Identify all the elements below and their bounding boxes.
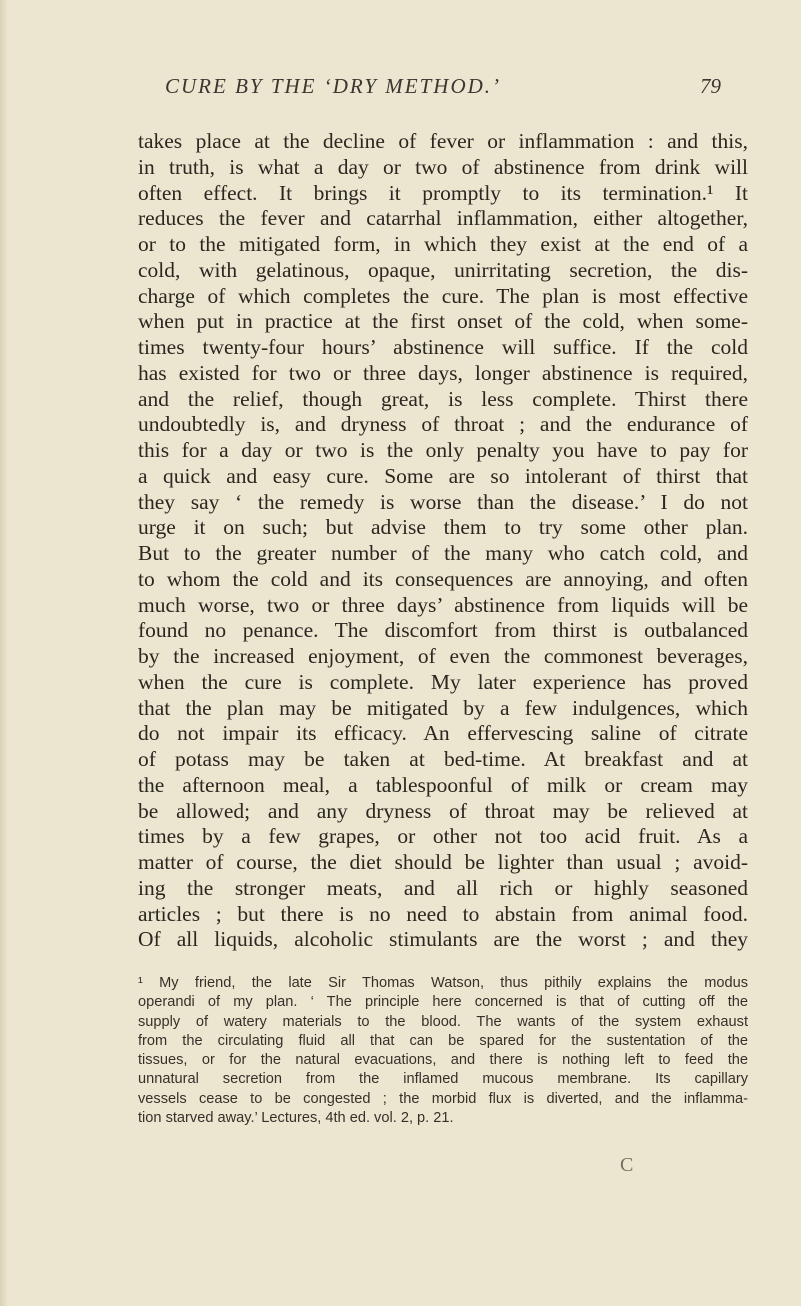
body-text: [138, 129, 748, 953]
body-line: in truth, is what a day or two of abstinence from drink will: [138, 154, 748, 179]
running-title: CURE BY THE ‘DRY METHOD.’: [165, 74, 502, 98]
footnote-line: operandi of my plan. ‘ The principle here concerned is that of cutting off the: [138, 994, 748, 1011]
signature-mark: C: [620, 1154, 634, 1176]
body-line: by the increased enjoyment, of even the commonest beverages,: [138, 644, 748, 668]
body-line: takes place at the decline of fever or inflammation : and this,: [138, 129, 748, 153]
body-line: when put in practice at the first onset of the cold, when some-: [138, 309, 748, 334]
body-line: has existed for two or three days, longer abstinence is required,: [138, 360, 748, 385]
page-edge-shadow: [0, 0, 8, 1306]
body-line: reduces the fever and catarrhal inflammation, either altogether,: [138, 206, 748, 231]
body-line: that the plan may be mitigated by a few indulgences, which: [138, 695, 748, 720]
footnote-line: supply of watery materials to the blood. The wants of the system exhaust: [138, 1013, 748, 1030]
body-line: be allowed; and any dryness of throat may be relieved at: [138, 798, 748, 823]
body-line: articles ; but there is no need to abstain from animal food.: [138, 901, 748, 926]
body-line: Of all liquids, alcoholic stimulants are the worst ; and they: [138, 927, 748, 952]
footnote-line: ¹ My friend, the late Sir Thomas Watson, thus pithily explains the modus: [138, 975, 748, 991]
body-line: or to the mitigated form, in which they exist at the end of a: [138, 232, 748, 256]
body-line: ing the stronger meats, and all rich or highly seasoned: [138, 875, 748, 900]
body-line: matter of course, the diet should be lighter than usual ; avoid-: [138, 850, 748, 874]
footnote: [138, 974, 748, 1128]
footnote-line: unnatural secretion from the inflamed mucous membrane. Its capillary: [138, 1071, 748, 1088]
body-line: a quick and easy cure. Some are so intolerant of thirst that: [138, 463, 748, 488]
body-line: and the relief, though great, is less complete. Thirst there: [138, 386, 748, 411]
page-number: 79: [700, 74, 721, 98]
body-line: But to the greater number of the many who catch cold, and: [138, 541, 748, 565]
body-line: times by a few grapes, or other not too acid fruit. As a: [138, 824, 748, 849]
body-line: of potass may be taken at bed-time. At breakfast and at: [138, 747, 748, 771]
body-line: urge it on such; but advise them to try some other plan.: [138, 515, 748, 540]
footnote-line: tion starved away.’ Lectures, 4th ed. vol. 2, p. 21.: [138, 1110, 454, 1127]
body-line: they say ‘ the remedy is worse than the disease.’ I do not: [138, 489, 748, 514]
body-line: this for a day or two is the only penalty you have to pay for: [138, 438, 748, 462]
body-line: found no penance. The discomfort from thirst is outbalanced: [138, 618, 748, 643]
body-line: the afternoon meal, a tablespoonful of milk or cream may: [138, 772, 748, 797]
footnote-line: from the circulating fluid all that can be spared for the sustentation of the: [138, 1032, 748, 1049]
body-line: charge of which completes the cure. The plan is most effective: [138, 283, 748, 308]
body-line: much worse, two or three days’ abstinence from liquids will be: [138, 592, 748, 617]
body-line: times twenty-four hours’ abstinence will suffice. If the cold: [138, 335, 748, 359]
footnote-line: tissues, or for the natural evacuations, and there is nothing left to feed the: [138, 1052, 748, 1069]
body-line: often effect. It brings it promptly to its termination.¹ It: [138, 180, 748, 205]
footnote-line: vessels cease to be congested ; the morbid flux is diverted, and the inflamma-: [138, 1090, 748, 1107]
running-head: [0, 74, 801, 104]
body-line: do not impair its efficacy. An effervescing saline of citrate: [138, 721, 748, 746]
body-line: when the cure is complete. My later experience has proved: [138, 669, 748, 694]
body-line: to whom the cold and its consequences are annoying, and often: [138, 566, 748, 591]
body-line: undoubtedly is, and dryness of throat ; and the endurance of: [138, 412, 748, 437]
body-line: cold, with gelatinous, opaque, unirritating secretion, the dis-: [138, 257, 748, 282]
